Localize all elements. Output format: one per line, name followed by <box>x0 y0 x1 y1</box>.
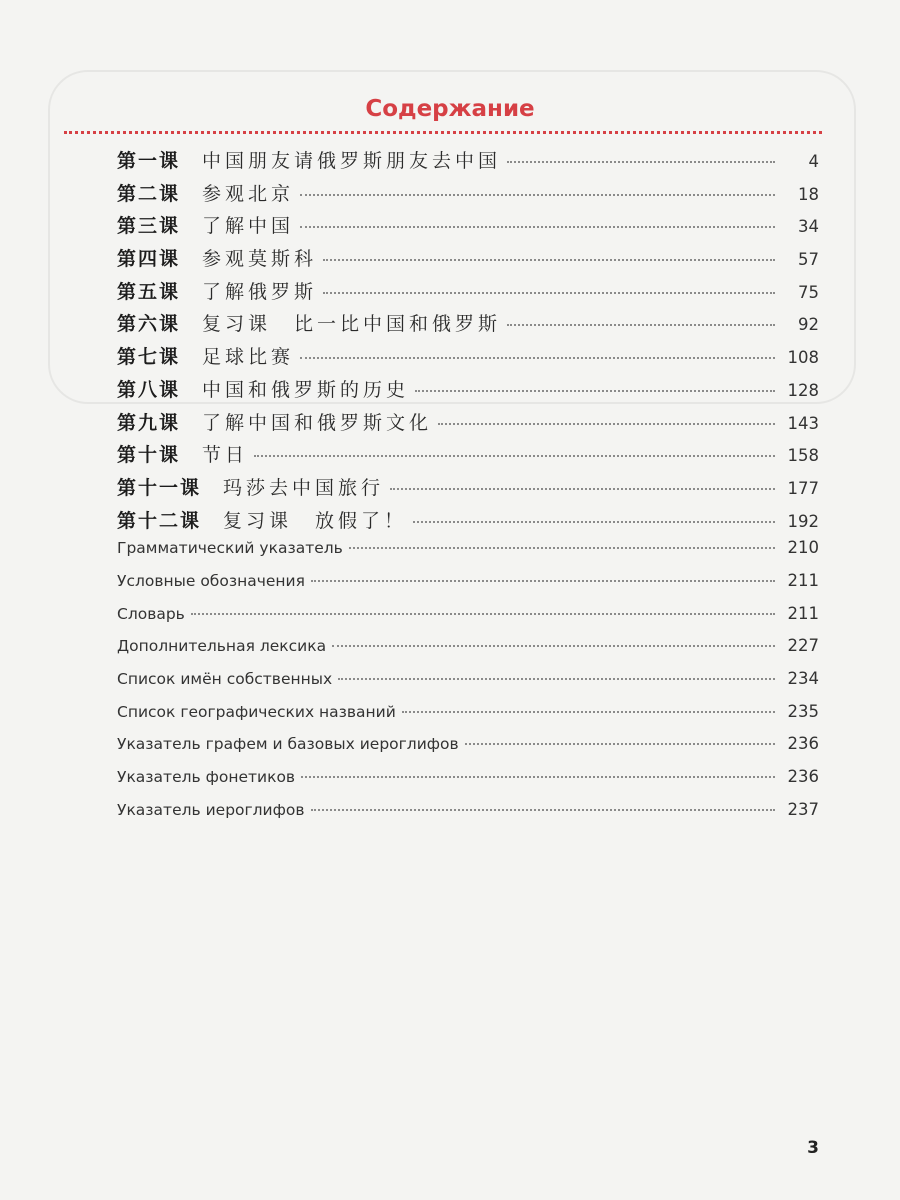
lesson-number: 第七课 <box>117 346 181 369</box>
dot-leader <box>300 226 775 228</box>
toc-appendix-legend[interactable] <box>117 571 819 604</box>
dot-leader <box>413 521 775 523</box>
toc-lesson-5[interactable] <box>117 277 819 310</box>
dot-leader <box>438 423 775 425</box>
toc-lesson-8[interactable] <box>117 375 819 408</box>
toc-lesson-3[interactable] <box>117 211 819 244</box>
toc-lesson-12[interactable] <box>117 506 819 539</box>
dot-leader <box>507 324 775 326</box>
lesson-title: 了解中国 <box>202 215 295 238</box>
dot-leader <box>402 711 775 713</box>
dot-leader <box>191 613 775 615</box>
appendix-title: Дополнительная лексика <box>117 637 327 656</box>
toc-lesson-4[interactable] <box>117 244 819 277</box>
toc-appendix-proper-names[interactable] <box>117 669 819 702</box>
page-ref: 211 <box>787 570 819 590</box>
appendix-title: Список имён собственных <box>117 670 333 688</box>
lesson-number: 第十课 <box>117 444 181 467</box>
dot-leader <box>323 259 775 261</box>
toc-lesson-1[interactable] <box>117 146 819 179</box>
page-ref: 211 <box>787 603 819 623</box>
page-ref: 192 <box>787 511 819 531</box>
dot-leader <box>311 580 775 582</box>
lesson-number: 第五课 <box>117 280 181 303</box>
page-ref: 18 <box>798 184 819 204</box>
toc-lesson-6[interactable] <box>117 309 819 342</box>
lesson-title: 了解中国和俄罗斯文化 <box>202 411 433 434</box>
dot-leader <box>300 194 775 196</box>
page-ref: 210 <box>787 538 819 558</box>
appendix-title: Указатель графем и базовых иероглифов <box>117 735 459 754</box>
dot-leader <box>300 357 775 359</box>
dot-leader <box>390 488 775 490</box>
lesson-title: 复习课 放假了！ <box>223 509 408 532</box>
page-title: Содержание <box>365 96 535 122</box>
lesson-title: 节日 <box>202 444 249 467</box>
page-ref: 237 <box>787 799 819 819</box>
dot-leader <box>323 292 775 294</box>
lesson-title: 复习课 比一比中国和俄罗斯 <box>202 313 502 336</box>
lesson-title: 足球比赛 <box>202 346 295 369</box>
appendix-title: Список географических названий <box>117 702 396 721</box>
dot-leader <box>465 743 775 745</box>
lesson-number: 第四课 <box>117 248 181 271</box>
lesson-number: 第十一课 <box>117 476 202 499</box>
toc-appendix-geo-names[interactable] <box>117 702 819 735</box>
dot-leader <box>349 547 775 549</box>
appendix-title: Указатель иероглифов <box>117 800 305 819</box>
appendix-title: Словарь <box>117 604 185 623</box>
toc-appendix-hieroglyphs[interactable] <box>117 800 819 833</box>
lesson-number: 第三课 <box>117 215 181 238</box>
page-ref: 143 <box>787 413 819 433</box>
page-ref: 177 <box>787 478 819 498</box>
page-ref: 92 <box>798 315 819 335</box>
toc-lesson-7[interactable] <box>117 342 819 375</box>
dot-leader <box>332 645 775 647</box>
page-ref: 234 <box>787 669 819 688</box>
toc-appendix-phonetics[interactable] <box>117 767 819 800</box>
lesson-title: 中国和俄罗斯的历史 <box>202 378 410 401</box>
lesson-title: 玛莎去中国旅行 <box>223 476 385 499</box>
appendix-title: Условные обозначения <box>117 571 305 590</box>
page-ref: 4 <box>808 152 819 171</box>
toc-appendix-grammar-index[interactable] <box>117 538 819 571</box>
page-ref: 235 <box>787 701 819 721</box>
appendix-title: Указатель фонетиков <box>117 768 296 787</box>
lesson-title: 了解俄罗斯 <box>202 280 318 303</box>
toc-lesson-11[interactable] <box>117 473 819 506</box>
lesson-title: 参观北京 <box>202 182 295 205</box>
lesson-number: 第十二课 <box>117 509 202 532</box>
page-ref: 227 <box>787 636 819 656</box>
page-ref: 108 <box>787 348 819 368</box>
dot-leader <box>507 161 775 163</box>
toc-lesson-10[interactable] <box>117 440 819 473</box>
table-of-contents <box>117 146 819 832</box>
dot-leader <box>301 776 775 778</box>
lesson-title: 中国朋友请俄罗斯朋友去中国 <box>202 150 502 172</box>
lesson-title: 参观莫斯科 <box>202 248 318 271</box>
toc-lesson-2[interactable] <box>117 179 819 212</box>
lesson-number: 第八课 <box>117 378 181 401</box>
toc-appendix-graphemes[interactable] <box>117 734 819 767</box>
lesson-number: 第六课 <box>117 313 181 336</box>
page-ref: 34 <box>798 217 819 237</box>
page-ref: 128 <box>787 380 819 400</box>
lesson-number: 第二课 <box>117 182 181 205</box>
page-number: 3 <box>807 1138 819 1158</box>
lesson-number: 第一课 <box>117 150 181 172</box>
page-ref: 236 <box>787 734 819 754</box>
dot-leader <box>415 390 775 392</box>
dot-leader <box>254 455 775 457</box>
appendix-title: Грамматический указатель <box>117 539 343 558</box>
toc-appendix-dictionary[interactable] <box>117 604 819 637</box>
page-ref: 158 <box>787 446 819 466</box>
title-divider <box>64 131 822 134</box>
toc-lesson-9[interactable] <box>117 408 819 441</box>
dot-leader <box>311 809 775 811</box>
page-ref: 57 <box>798 250 819 270</box>
lesson-number: 第九课 <box>117 411 181 434</box>
dot-leader <box>338 678 775 680</box>
toc-appendix-extra-vocab[interactable] <box>117 636 819 669</box>
page-ref: 236 <box>787 767 819 787</box>
page-ref: 75 <box>798 282 819 302</box>
